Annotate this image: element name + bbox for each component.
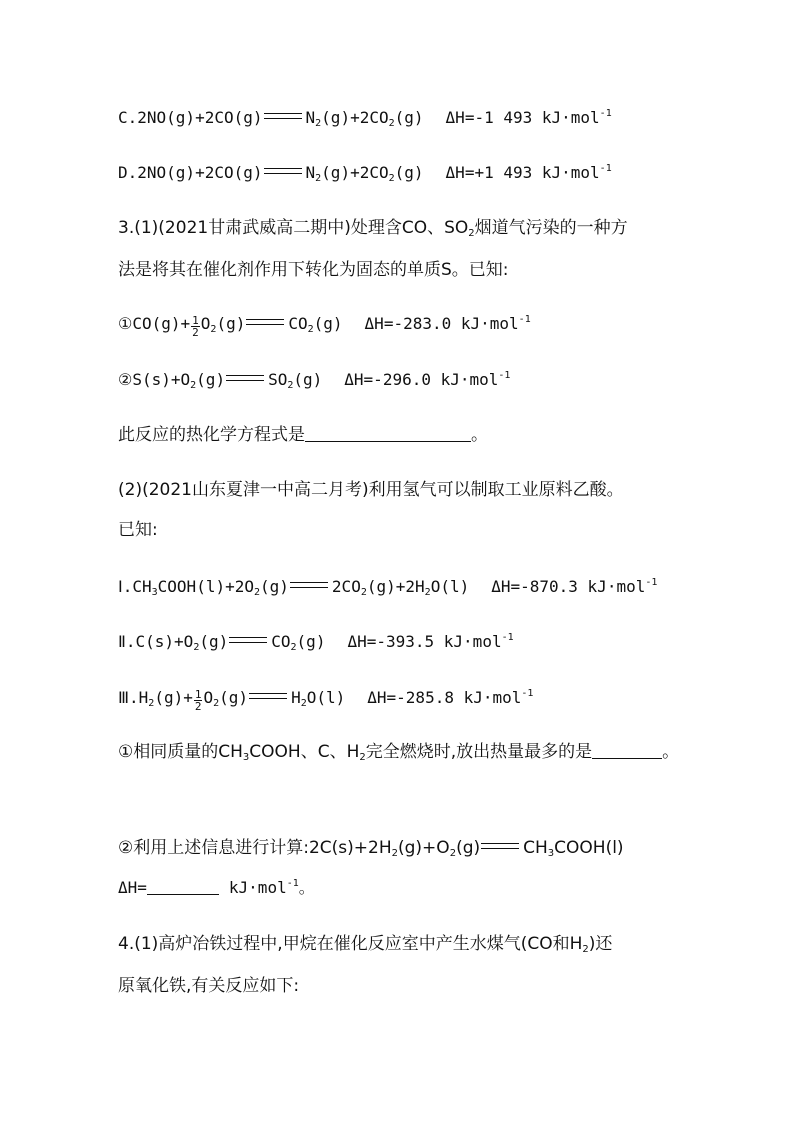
text: Ⅲ.H [118, 688, 149, 707]
subscript: 2 [300, 698, 307, 709]
enthalpy: ΔH=+1 493 kJ·mol [445, 163, 600, 182]
text: kJ·mol [228, 878, 287, 897]
text: Ⅰ.CH [118, 577, 152, 596]
text: (g) [456, 838, 481, 858]
subscript: 3 [242, 752, 250, 763]
product: (g)+2CO [321, 163, 389, 182]
question-3-2-line-1: (2)(2021山东夏津一中高二月考)利用氢气可以制取工业原料乙酸。 [118, 480, 624, 500]
option-d [118, 161, 612, 185]
superscript: -1 [286, 878, 299, 889]
superscript: -1 [521, 688, 534, 699]
product: N [305, 163, 316, 182]
subscript: 2 [360, 587, 367, 598]
fraction [191, 315, 200, 338]
text: (g) [260, 577, 289, 596]
text: (g) [199, 632, 229, 651]
superscript: -1 [599, 108, 612, 119]
text: ①CO(g)+ [118, 314, 191, 333]
sub-question-1 [118, 740, 679, 764]
subscript: 2 [213, 698, 220, 709]
enthalpy: ΔH=-393.5 kJ·mol [347, 632, 502, 651]
superscript: -1 [501, 632, 514, 643]
text: 。 [662, 742, 680, 762]
text: ①相同质量的CH [118, 742, 243, 762]
text: SO [268, 370, 288, 389]
text: (g) [216, 314, 246, 333]
question-3-2-line-2: 已知: [118, 520, 158, 540]
text: CO [288, 314, 308, 333]
equals-arrow [264, 168, 302, 174]
enthalpy: ΔH=-283.0 kJ·mol [364, 314, 519, 333]
subscript: 2 [388, 118, 395, 129]
superscript: -1 [498, 370, 511, 381]
text: 。 [298, 878, 315, 897]
superscript: -1 [645, 577, 658, 588]
text: CH [523, 838, 548, 858]
fraction-denominator: 2 [192, 326, 199, 339]
text: )还 [588, 934, 613, 954]
text: O(l) [306, 688, 346, 707]
superscript: -1 [518, 314, 531, 325]
subscript: 2 [287, 380, 294, 391]
enthalpy: ΔH=-285.8 kJ·mol [367, 688, 522, 707]
subscript: 2 [253, 587, 261, 598]
equals-arrow [264, 113, 302, 119]
text: Ⅱ.C(s)+O [118, 632, 194, 651]
question-4-line-1 [118, 932, 612, 956]
text: (g) [293, 370, 323, 389]
text: 烟道气污染的一种方 [474, 218, 628, 238]
text: ②利用上述信息进行计算:2C(s)+2H [118, 838, 392, 858]
question-3-ask [118, 423, 488, 447]
equation-I [118, 575, 657, 599]
subscript: 2 [315, 173, 322, 184]
text: (g) [296, 632, 326, 651]
subscript: 2 [391, 848, 398, 859]
text: 2CO [331, 577, 361, 596]
text: COOH、C、H [249, 742, 360, 762]
subscript: 2 [190, 380, 197, 391]
fraction [194, 689, 203, 712]
product: N [305, 108, 316, 127]
subscript: 2 [315, 118, 322, 129]
reactants: 2NO(g)+2CO(g) [137, 108, 263, 127]
text: COOH(l) [554, 838, 624, 858]
reactants: 2NO(g)+2CO(g) [137, 163, 263, 182]
equals-arrow [481, 843, 519, 849]
equals-arrow [229, 637, 267, 643]
fraction-denominator: 2 [194, 700, 202, 713]
question-4-line-2: 原氧化铁,有关反应如下: [118, 976, 300, 996]
text: 。 [471, 425, 488, 445]
subscript: 2 [388, 173, 395, 184]
equals-arrow [246, 319, 284, 325]
answer-blank[interactable] [305, 423, 471, 442]
equals-arrow [226, 375, 264, 381]
text: 完全燃烧时,放出热量最多的是 [365, 742, 593, 762]
enthalpy: ΔH=-296.0 kJ·mol [344, 370, 499, 389]
enthalpy: ΔH=-1 493 kJ·mol [445, 108, 600, 127]
subscript: 2 [359, 752, 366, 763]
option-c [118, 106, 612, 130]
equation-II [118, 630, 514, 654]
text: (g)+2H [366, 577, 425, 596]
text: H [291, 688, 301, 707]
subscript: 2 [193, 642, 200, 653]
equation-III [118, 686, 534, 713]
subscript: 2 [307, 324, 314, 335]
text: O(l) [430, 577, 470, 596]
question-3-line-2: 法是将其在催化剂作用下转化为固态的单质S。已知: [118, 260, 509, 280]
equation-1 [118, 312, 531, 339]
product: (g) [394, 163, 424, 182]
equation-2 [118, 368, 510, 392]
text: (g)+O [398, 838, 450, 858]
equals-arrow [290, 582, 328, 588]
text: 此反应的热化学方程式是 [118, 425, 305, 445]
text: (g) [196, 370, 226, 389]
text: ②S(s)+O [118, 370, 191, 389]
text: 4.(1)高炉冶铁过程中,甲烷在催化反应室中产生水煤气(CO和H [118, 934, 583, 954]
product: (g)+2CO [321, 108, 389, 127]
subscript: 2 [148, 698, 155, 709]
sub-question-2 [118, 836, 624, 860]
subscript: 2 [582, 944, 589, 955]
subscript: 2 [290, 642, 297, 653]
text: (g) [313, 314, 343, 333]
subscript: 2 [449, 848, 457, 859]
answer-blank[interactable] [592, 740, 662, 759]
text: ΔH= [118, 878, 147, 897]
text: O [200, 314, 211, 333]
product: (g) [394, 108, 424, 127]
text: COOH(l)+2O [157, 577, 254, 596]
text: O [203, 688, 214, 707]
option-label: D. [118, 163, 138, 182]
text: 3.(1)(2021甘肃武威高二期中)处理含CO、SO [118, 218, 469, 238]
subscript: 2 [468, 228, 475, 239]
text: CO [271, 632, 291, 651]
text: (g)+ [154, 688, 193, 707]
subscript: 2 [210, 324, 217, 335]
subscript: 3 [547, 848, 555, 859]
subscript: 3 [151, 587, 158, 598]
text: (g) [219, 688, 249, 707]
fraction-numerator: 1 [192, 314, 199, 327]
fraction-numerator: 1 [194, 688, 202, 701]
option-label: C. [118, 108, 138, 127]
subscript: 2 [424, 587, 431, 598]
superscript: -1 [599, 163, 612, 174]
answer-blank[interactable] [147, 876, 219, 895]
enthalpy: ΔH=-870.3 kJ·mol [491, 577, 646, 596]
question-3-line-1 [118, 216, 628, 240]
sub-question-2-answer [118, 876, 315, 900]
equals-arrow [249, 693, 287, 699]
